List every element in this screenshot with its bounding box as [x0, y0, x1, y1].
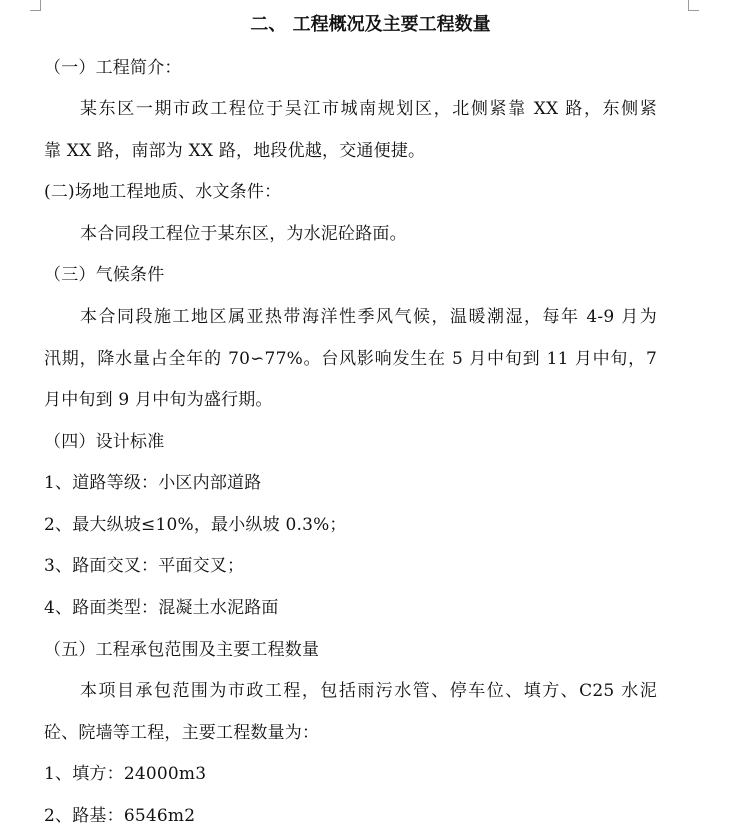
subsection-heading: （四）设计标准: [44, 432, 165, 452]
paragraph-line: 月中旬到 9 月中旬为盛行期。: [44, 390, 273, 410]
paragraph-line: 靠 XX 路，南部为 XX 路，地段优越，交通便捷。: [44, 141, 426, 161]
list-item: 3、路面交叉：平面交叉；: [44, 556, 245, 576]
list-item: 4、路面类型：混凝土水泥路面: [44, 598, 279, 618]
list-item: 1、道路等级：小区内部道路: [44, 473, 262, 493]
subsection-heading: （三）气候条件: [44, 265, 165, 285]
paragraph-line: 砼、院墙等工程，主要工程数量为：: [44, 723, 320, 743]
paragraph-line: 某东区一期市政工程位于吴江市城南规划区，北侧紧靠 XX 路，东侧紧: [80, 99, 657, 119]
subsection-heading: （一）工程简介：: [44, 58, 182, 78]
paragraph-line: 本合同段施工地区属亚热带海洋性季风气候，温暖潮湿，每年 4-9 月为: [80, 307, 657, 327]
subsection-heading: (二)场地工程地质、水文条件：: [44, 182, 282, 202]
section-title: 二、 工程概况及主要工程数量: [250, 14, 491, 35]
paragraph-line: 汛期，降水量占全年的 70∽77%。台风影响发生在 5 月中旬到 11 月中旬，7: [44, 349, 657, 369]
paragraph-line: 本合同段工程位于某东区，为水泥砼路面。: [80, 224, 407, 244]
page-corner-mark: [30, 0, 41, 11]
page-corner-mark: [688, 0, 699, 11]
list-item: 1、填方：24000m3: [44, 764, 207, 784]
paragraph-line: 本项目承包范围为市政工程，包括雨污水管、停车位、填方、C25 水泥: [80, 681, 657, 701]
list-item: 2、路基：6546m2: [44, 806, 196, 826]
list-item: 2、最大纵坡≤10%，最小纵坡 0.3%；: [44, 515, 347, 535]
subsection-heading: （五）工程承包范围及主要工程数量: [44, 640, 320, 660]
